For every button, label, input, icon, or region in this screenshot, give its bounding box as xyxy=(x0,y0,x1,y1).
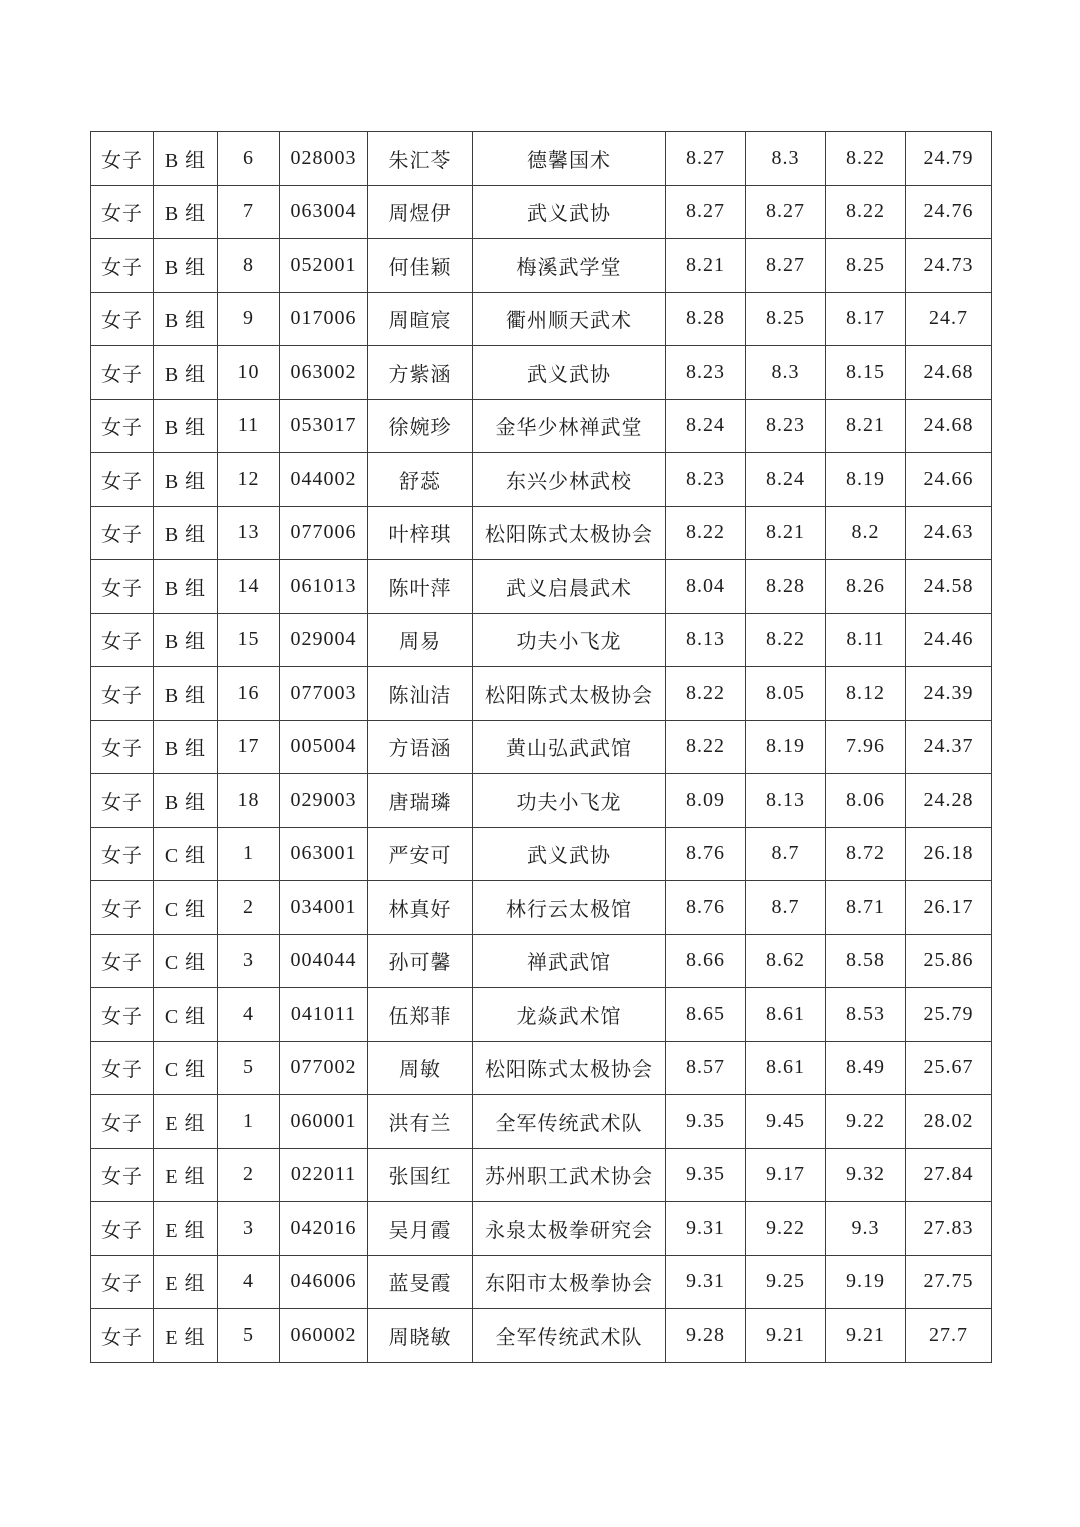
cell-total: 24.79 xyxy=(906,132,992,186)
cell-name: 周煜伊 xyxy=(368,185,473,239)
cell-group: B 组 xyxy=(154,399,218,453)
cell-score-3: 8.19 xyxy=(826,453,906,507)
cell-score-1: 8.09 xyxy=(666,774,746,828)
cell-score-2: 8.7 xyxy=(746,881,826,935)
cell-score-1: 9.28 xyxy=(666,1309,746,1363)
cell-total: 25.67 xyxy=(906,1041,992,1095)
cell-score-1: 8.27 xyxy=(666,185,746,239)
results-table xyxy=(90,131,992,1363)
cell-score-2: 8.7 xyxy=(746,827,826,881)
cell-score-1: 9.31 xyxy=(666,1202,746,1256)
cell-athlete-id: 052001 xyxy=(280,239,368,293)
cell-athlete-id: 042016 xyxy=(280,1202,368,1256)
cell-score-2: 9.45 xyxy=(746,1095,826,1149)
cell-gender: 女子 xyxy=(91,1309,154,1363)
table-row xyxy=(91,453,992,507)
table-row xyxy=(91,774,992,828)
cell-score-3: 8.21 xyxy=(826,399,906,453)
cell-group: C 组 xyxy=(154,988,218,1042)
cell-name: 周敏 xyxy=(368,1041,473,1095)
cell-gender: 女子 xyxy=(91,132,154,186)
cell-score-3: 8.11 xyxy=(826,613,906,667)
cell-rank: 5 xyxy=(218,1309,280,1363)
cell-organization: 松阳陈式太极协会 xyxy=(473,667,666,721)
cell-group: B 组 xyxy=(154,239,218,293)
cell-group: B 组 xyxy=(154,453,218,507)
cell-score-3: 8.12 xyxy=(826,667,906,721)
cell-organization: 松阳陈式太极协会 xyxy=(473,506,666,560)
cell-organization: 禅武武馆 xyxy=(473,934,666,988)
cell-score-1: 8.22 xyxy=(666,506,746,560)
table-row xyxy=(91,132,992,186)
cell-score-1: 8.22 xyxy=(666,667,746,721)
cell-rank: 2 xyxy=(218,881,280,935)
table-row xyxy=(91,1255,992,1309)
cell-name: 周暄宸 xyxy=(368,292,473,346)
cell-name: 周易 xyxy=(368,613,473,667)
cell-organization: 松阳陈式太极协会 xyxy=(473,1041,666,1095)
cell-organization: 黄山弘武武馆 xyxy=(473,720,666,774)
cell-score-2: 8.62 xyxy=(746,934,826,988)
cell-score-1: 8.21 xyxy=(666,239,746,293)
cell-score-1: 8.57 xyxy=(666,1041,746,1095)
cell-rank: 14 xyxy=(218,560,280,614)
cell-athlete-id: 060001 xyxy=(280,1095,368,1149)
cell-athlete-id: 046006 xyxy=(280,1255,368,1309)
cell-group: B 组 xyxy=(154,346,218,400)
cell-score-1: 8.22 xyxy=(666,720,746,774)
cell-total: 25.79 xyxy=(906,988,992,1042)
cell-athlete-id: 029003 xyxy=(280,774,368,828)
cell-total: 24.28 xyxy=(906,774,992,828)
cell-athlete-id: 053017 xyxy=(280,399,368,453)
cell-organization: 永泉太极拳研究会 xyxy=(473,1202,666,1256)
cell-total: 24.76 xyxy=(906,185,992,239)
cell-name: 舒蕊 xyxy=(368,453,473,507)
cell-score-3: 8.15 xyxy=(826,346,906,400)
cell-score-1: 8.04 xyxy=(666,560,746,614)
cell-score-2: 8.22 xyxy=(746,613,826,667)
cell-name: 林真好 xyxy=(368,881,473,935)
cell-total: 28.02 xyxy=(906,1095,992,1149)
cell-score-3: 9.32 xyxy=(826,1148,906,1202)
cell-organization: 德馨国术 xyxy=(473,132,666,186)
table-row xyxy=(91,988,992,1042)
table-row xyxy=(91,934,992,988)
cell-name: 陈汕洁 xyxy=(368,667,473,721)
cell-rank: 11 xyxy=(218,399,280,453)
table-row xyxy=(91,1309,992,1363)
cell-group: B 组 xyxy=(154,292,218,346)
cell-group: C 组 xyxy=(154,934,218,988)
cell-total: 24.46 xyxy=(906,613,992,667)
cell-score-2: 8.61 xyxy=(746,1041,826,1095)
cell-group: B 组 xyxy=(154,560,218,614)
cell-organization: 龙焱武术馆 xyxy=(473,988,666,1042)
cell-score-2: 8.24 xyxy=(746,453,826,507)
cell-group: B 组 xyxy=(154,132,218,186)
cell-score-3: 8.17 xyxy=(826,292,906,346)
cell-group: E 组 xyxy=(154,1309,218,1363)
cell-athlete-id: 005004 xyxy=(280,720,368,774)
cell-name: 徐婉珍 xyxy=(368,399,473,453)
cell-organization: 林行云太极馆 xyxy=(473,881,666,935)
cell-gender: 女子 xyxy=(91,1041,154,1095)
cell-rank: 12 xyxy=(218,453,280,507)
cell-name: 孙可馨 xyxy=(368,934,473,988)
cell-score-3: 9.19 xyxy=(826,1255,906,1309)
cell-name: 唐瑞璘 xyxy=(368,774,473,828)
cell-group: B 组 xyxy=(154,613,218,667)
cell-group: C 组 xyxy=(154,881,218,935)
cell-name: 蓝旻霞 xyxy=(368,1255,473,1309)
cell-organization: 金华少林禅武堂 xyxy=(473,399,666,453)
cell-rank: 6 xyxy=(218,132,280,186)
cell-rank: 10 xyxy=(218,346,280,400)
table-row xyxy=(91,239,992,293)
cell-organization: 衢州顺天武术 xyxy=(473,292,666,346)
cell-score-2: 9.21 xyxy=(746,1309,826,1363)
cell-score-1: 8.66 xyxy=(666,934,746,988)
cell-total: 24.68 xyxy=(906,399,992,453)
cell-rank: 16 xyxy=(218,667,280,721)
cell-gender: 女子 xyxy=(91,934,154,988)
cell-score-3: 8.72 xyxy=(826,827,906,881)
cell-name: 吴月霞 xyxy=(368,1202,473,1256)
cell-name: 周晓敏 xyxy=(368,1309,473,1363)
cell-total: 24.58 xyxy=(906,560,992,614)
cell-organization: 全军传统武术队 xyxy=(473,1309,666,1363)
cell-score-1: 8.27 xyxy=(666,132,746,186)
cell-name: 洪有兰 xyxy=(368,1095,473,1149)
cell-rank: 1 xyxy=(218,1095,280,1149)
cell-rank: 1 xyxy=(218,827,280,881)
cell-gender: 女子 xyxy=(91,881,154,935)
cell-organization: 东阳市太极拳协会 xyxy=(473,1255,666,1309)
cell-total: 27.83 xyxy=(906,1202,992,1256)
cell-score-2: 9.17 xyxy=(746,1148,826,1202)
cell-score-1: 8.24 xyxy=(666,399,746,453)
cell-total: 24.39 xyxy=(906,667,992,721)
cell-athlete-id: 029004 xyxy=(280,613,368,667)
cell-gender: 女子 xyxy=(91,988,154,1042)
cell-rank: 3 xyxy=(218,934,280,988)
cell-organization: 武义武协 xyxy=(473,827,666,881)
cell-group: B 组 xyxy=(154,774,218,828)
cell-rank: 15 xyxy=(218,613,280,667)
cell-athlete-id: 028003 xyxy=(280,132,368,186)
cell-gender: 女子 xyxy=(91,560,154,614)
cell-total: 24.66 xyxy=(906,453,992,507)
cell-score-3: 8.06 xyxy=(826,774,906,828)
cell-athlete-id: 061013 xyxy=(280,560,368,614)
cell-name: 方语涵 xyxy=(368,720,473,774)
cell-athlete-id: 060002 xyxy=(280,1309,368,1363)
table-row xyxy=(91,1095,992,1149)
cell-gender: 女子 xyxy=(91,667,154,721)
cell-gender: 女子 xyxy=(91,827,154,881)
cell-rank: 4 xyxy=(218,988,280,1042)
cell-group: C 组 xyxy=(154,827,218,881)
cell-organization: 武义启晨武术 xyxy=(473,560,666,614)
cell-athlete-id: 034001 xyxy=(280,881,368,935)
cell-rank: 5 xyxy=(218,1041,280,1095)
cell-group: B 组 xyxy=(154,185,218,239)
cell-gender: 女子 xyxy=(91,1148,154,1202)
cell-group: E 组 xyxy=(154,1148,218,1202)
cell-name: 叶梓琪 xyxy=(368,506,473,560)
cell-total: 24.37 xyxy=(906,720,992,774)
cell-athlete-id: 004044 xyxy=(280,934,368,988)
cell-score-1: 9.31 xyxy=(666,1255,746,1309)
cell-score-3: 8.71 xyxy=(826,881,906,935)
cell-total: 26.17 xyxy=(906,881,992,935)
cell-gender: 女子 xyxy=(91,292,154,346)
table-row xyxy=(91,881,992,935)
cell-score-2: 8.13 xyxy=(746,774,826,828)
cell-score-1: 8.65 xyxy=(666,988,746,1042)
cell-total: 26.18 xyxy=(906,827,992,881)
cell-total: 24.73 xyxy=(906,239,992,293)
cell-gender: 女子 xyxy=(91,346,154,400)
cell-score-1: 8.23 xyxy=(666,346,746,400)
cell-organization: 全军传统武术队 xyxy=(473,1095,666,1149)
cell-score-3: 8.22 xyxy=(826,132,906,186)
cell-score-1: 8.76 xyxy=(666,827,746,881)
cell-group: B 组 xyxy=(154,506,218,560)
cell-gender: 女子 xyxy=(91,1202,154,1256)
cell-score-3: 9.22 xyxy=(826,1095,906,1149)
cell-athlete-id: 044002 xyxy=(280,453,368,507)
results-table-body xyxy=(91,132,992,1363)
cell-name: 伍郑菲 xyxy=(368,988,473,1042)
cell-score-1: 8.28 xyxy=(666,292,746,346)
cell-score-2: 8.05 xyxy=(746,667,826,721)
cell-gender: 女子 xyxy=(91,720,154,774)
table-row xyxy=(91,292,992,346)
cell-score-2: 8.27 xyxy=(746,239,826,293)
cell-score-2: 8.27 xyxy=(746,185,826,239)
cell-gender: 女子 xyxy=(91,1095,154,1149)
table-row xyxy=(91,1148,992,1202)
cell-rank: 13 xyxy=(218,506,280,560)
cell-score-1: 9.35 xyxy=(666,1148,746,1202)
cell-gender: 女子 xyxy=(91,453,154,507)
cell-organization: 武义武协 xyxy=(473,346,666,400)
cell-score-3: 8.58 xyxy=(826,934,906,988)
cell-score-2: 9.22 xyxy=(746,1202,826,1256)
cell-rank: 17 xyxy=(218,720,280,774)
cell-score-3: 7.96 xyxy=(826,720,906,774)
cell-score-1: 9.35 xyxy=(666,1095,746,1149)
cell-total: 27.84 xyxy=(906,1148,992,1202)
cell-name: 朱汇苓 xyxy=(368,132,473,186)
cell-athlete-id: 063002 xyxy=(280,346,368,400)
table-row xyxy=(91,613,992,667)
cell-group: C 组 xyxy=(154,1041,218,1095)
table-row xyxy=(91,185,992,239)
cell-total: 24.7 xyxy=(906,292,992,346)
cell-group: B 组 xyxy=(154,720,218,774)
cell-group: E 组 xyxy=(154,1255,218,1309)
cell-gender: 女子 xyxy=(91,613,154,667)
cell-name: 严安可 xyxy=(368,827,473,881)
table-row xyxy=(91,506,992,560)
cell-total: 24.68 xyxy=(906,346,992,400)
cell-rank: 18 xyxy=(218,774,280,828)
cell-score-2: 8.23 xyxy=(746,399,826,453)
cell-score-3: 9.3 xyxy=(826,1202,906,1256)
cell-athlete-id: 077003 xyxy=(280,667,368,721)
cell-score-2: 8.19 xyxy=(746,720,826,774)
cell-total: 27.75 xyxy=(906,1255,992,1309)
cell-score-3: 8.25 xyxy=(826,239,906,293)
cell-total: 25.86 xyxy=(906,934,992,988)
cell-gender: 女子 xyxy=(91,506,154,560)
cell-score-3: 8.49 xyxy=(826,1041,906,1095)
cell-athlete-id: 022011 xyxy=(280,1148,368,1202)
cell-organization: 东兴少林武校 xyxy=(473,453,666,507)
table-row xyxy=(91,720,992,774)
table-row xyxy=(91,1041,992,1095)
cell-rank: 9 xyxy=(218,292,280,346)
cell-score-3: 8.53 xyxy=(826,988,906,1042)
cell-name: 方紫涵 xyxy=(368,346,473,400)
cell-athlete-id: 041011 xyxy=(280,988,368,1042)
cell-total: 27.7 xyxy=(906,1309,992,1363)
cell-score-2: 8.3 xyxy=(746,346,826,400)
cell-athlete-id: 077002 xyxy=(280,1041,368,1095)
cell-gender: 女子 xyxy=(91,399,154,453)
cell-score-2: 8.25 xyxy=(746,292,826,346)
cell-score-3: 9.21 xyxy=(826,1309,906,1363)
cell-group: E 组 xyxy=(154,1095,218,1149)
cell-gender: 女子 xyxy=(91,1255,154,1309)
cell-gender: 女子 xyxy=(91,774,154,828)
cell-name: 何佳颖 xyxy=(368,239,473,293)
table-row xyxy=(91,560,992,614)
cell-group: B 组 xyxy=(154,667,218,721)
cell-organization: 苏州职工武术协会 xyxy=(473,1148,666,1202)
cell-organization: 武义武协 xyxy=(473,185,666,239)
table-row xyxy=(91,827,992,881)
cell-athlete-id: 017006 xyxy=(280,292,368,346)
cell-name: 张国红 xyxy=(368,1148,473,1202)
cell-rank: 7 xyxy=(218,185,280,239)
cell-score-1: 8.13 xyxy=(666,613,746,667)
cell-athlete-id: 077006 xyxy=(280,506,368,560)
cell-rank: 3 xyxy=(218,1202,280,1256)
cell-score-2: 9.25 xyxy=(746,1255,826,1309)
cell-score-3: 8.2 xyxy=(826,506,906,560)
cell-gender: 女子 xyxy=(91,185,154,239)
cell-rank: 4 xyxy=(218,1255,280,1309)
cell-athlete-id: 063001 xyxy=(280,827,368,881)
table-row xyxy=(91,1202,992,1256)
cell-score-2: 8.28 xyxy=(746,560,826,614)
cell-score-3: 8.22 xyxy=(826,185,906,239)
cell-score-2: 8.61 xyxy=(746,988,826,1042)
cell-score-2: 8.21 xyxy=(746,506,826,560)
cell-score-1: 8.76 xyxy=(666,881,746,935)
cell-score-3: 8.26 xyxy=(826,560,906,614)
cell-score-1: 8.23 xyxy=(666,453,746,507)
cell-group: E 组 xyxy=(154,1202,218,1256)
table-row xyxy=(91,346,992,400)
cell-gender: 女子 xyxy=(91,239,154,293)
cell-organization: 梅溪武学堂 xyxy=(473,239,666,293)
cell-athlete-id: 063004 xyxy=(280,185,368,239)
cell-score-2: 8.3 xyxy=(746,132,826,186)
table-row xyxy=(91,399,992,453)
cell-total: 24.63 xyxy=(906,506,992,560)
cell-rank: 2 xyxy=(218,1148,280,1202)
cell-rank: 8 xyxy=(218,239,280,293)
cell-name: 陈叶萍 xyxy=(368,560,473,614)
cell-organization: 功夫小飞龙 xyxy=(473,613,666,667)
table-row xyxy=(91,667,992,721)
cell-organization: 功夫小飞龙 xyxy=(473,774,666,828)
